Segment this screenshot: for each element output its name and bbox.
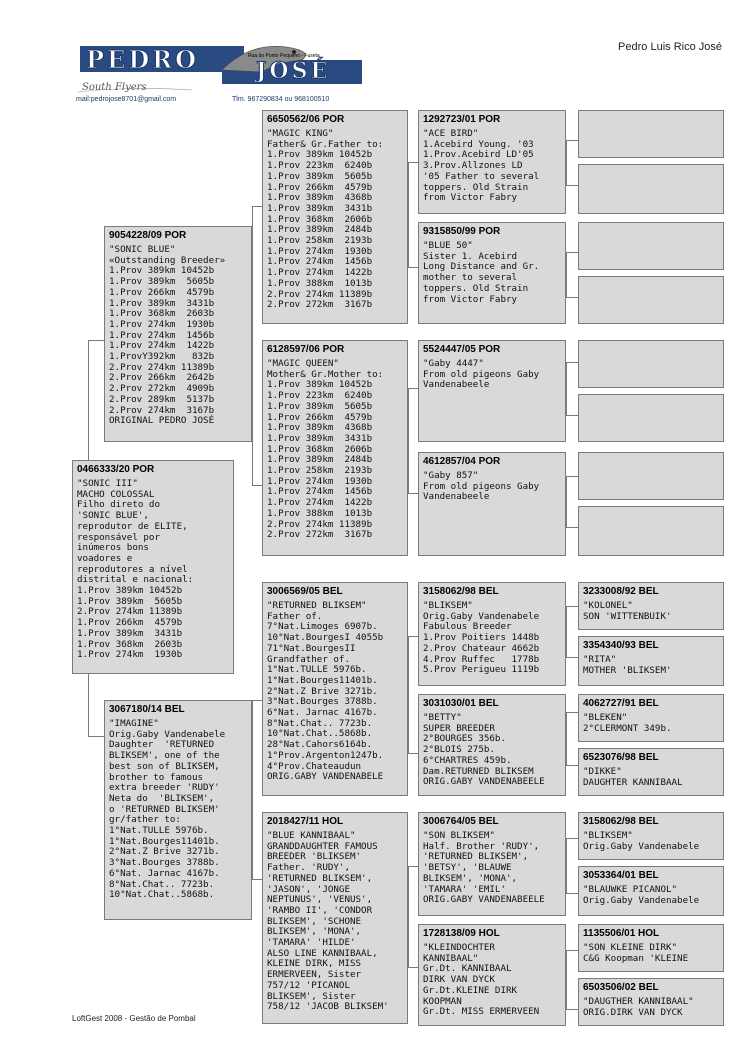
subject-pigeon-card xyxy=(72,460,234,674)
ring-number: 3006569/05 BEL xyxy=(267,586,343,597)
great-grandparent-card xyxy=(418,582,566,686)
connector-line xyxy=(88,340,105,461)
pigeon-details: "SONIC III" MACHO COLOSSAL Filho direto do 'SONIC BLUE', reprodutor de ELITE, responsável por inúmeros bons voadores e reprodutores a nível distrital e nacional: 1.Prov 389km 10452b 1.Prov 389km 5605b 2.Prov 274km 11389b 1.Prov 266km 4579b 1.Prov 389km 3431b 1.Prov 368km 2603b 1.Prov 274km 1930b xyxy=(77,478,194,661)
pigeon-details: "BETTY" SUPER BREEDER 2°BOURGES 356b. 2°BLOIS 275b. 6°CHARTRES 459b. Dam.RETURNED BLIKSEM ORIG.GABY VANDENABEELE xyxy=(423,712,545,788)
pigeon-details: "ACE BIRD" 1.Acebird Young. '03 1.Prov.Acebird LD'05 3.Prov.Allzones LD '05 Father to several toppers. Old Strain from Victor Fabry xyxy=(423,128,540,204)
pigeon-details: "IMAGINE" Orig.Gaby Vandenabele Daughter 'RETURNED BLIKSEM', one of the best son of BLIKSEM, brother to famous extra breeder 'RUDY' Neta do 'BLIKSEM', o 'RETURNED BLIKSEM' gr/father to: 1°Nat.TULLE 5976b. 1°Nat.Bourges11401b. 2°Nat.Z Brive 3271b. 3°Nat.Bourges 3788b. 6°Nat. Jarnac 4167b. 8°Nat.Chat.. 7723b. 10°Nat.Chat..5868b. xyxy=(109,718,226,901)
pigeon-details: "RITA" MOTHER 'BLIKSEM' xyxy=(583,654,672,676)
ring-number: 6503506/02 BEL xyxy=(583,982,659,993)
ring-number: 3006764/05 BEL xyxy=(423,816,499,827)
ring-number: 1292723/01 POR xyxy=(423,114,501,125)
great-grandparent-card xyxy=(418,694,566,796)
pigeon-details: "Gaby 857" From old pigeons Gaby Vandenabeele xyxy=(423,470,540,503)
gen5-card xyxy=(578,866,724,916)
dam-card xyxy=(104,700,252,920)
granddam-paternal-card xyxy=(262,340,408,556)
ring-number: 5524447/05 POR xyxy=(423,344,501,355)
ring-number: 4062727/91 BEL xyxy=(583,698,659,709)
ring-number: 3354340/93 BEL xyxy=(583,640,659,651)
ring-number: 0466333/20 POR xyxy=(77,464,155,475)
ring-number: 6650562/06 POR xyxy=(267,114,345,125)
pigeon-details: "Gaby 4447" From old pigeons Gaby Vandenabeele xyxy=(423,358,540,391)
logo-email: mail:pedrojose8701@gmail.com xyxy=(76,96,177,103)
pigeon-details: "SON KLEINE DIRK" C&G Koopman 'KLEINE xyxy=(583,942,689,964)
great-grandparent-card xyxy=(418,812,566,916)
gen5-card xyxy=(578,636,724,686)
grandsire-maternal-card xyxy=(262,582,408,796)
pigeon-details: "DIKKE" DAUGHTER KANNIBAAL xyxy=(583,766,683,788)
gen5-card-empty xyxy=(578,276,724,324)
gen5-card xyxy=(578,748,724,796)
logo-address: Rua do Ponto Pequeno - Fuseta xyxy=(248,53,320,59)
pigeon-details: "BLEKEN" 2°CLERMONT 349b. xyxy=(583,712,672,734)
gen5-card xyxy=(578,582,724,630)
footer-credit: LoftGest 2008 - Gestão de Pombal xyxy=(72,1014,196,1023)
pigeon-details: "BLIKSEM" Orig.Gaby Vandenabele Fabulous Breeder 1.Prov Poitiers 1448b 2.Prov Chateaur 4662b 4.Prov Ruffec 1778b 5.Prov Perigueu 1119b xyxy=(423,600,540,676)
great-grandparent-card xyxy=(418,110,566,214)
ring-number: 1728138/09 HOL xyxy=(423,928,500,939)
ring-number: 6128597/06 POR xyxy=(267,344,345,355)
ring-number: 9315850/99 POR xyxy=(423,226,501,237)
gen5-card-empty xyxy=(578,340,724,388)
pigeon-details: "SONIC BLUE" «Outstanding Breeder» 1.Prov 389km 10452b 1.Prov 389km 5605b 1.Prov 266km 4579b 1.Prov 389km 3431b 1.Prov 368km 2603b 1.Prov 274km 1930b 1.Prov 274km 1456b 1.Prov 274km 1422b 1.ProvY392km 832b 2.Prov 274km 11389b 2.Prov 266km 2642b 2.Prov 272km 4909b 2.Prov 289km 5137b 2.Prov 274km 3167b ORIGINAL PEDRO JOSÉ xyxy=(109,244,226,427)
ring-number: 6523076/98 BEL xyxy=(583,752,659,763)
gen5-card-empty xyxy=(578,506,724,556)
breeder-logo xyxy=(72,40,372,108)
pigeon-details: "BLAUWKE PICANOL" Orig.Gaby Vandenabele xyxy=(583,884,700,906)
pigeon-details: "BLUE KANNIBAAL" GRANDDAUGHTER FAMOUS BREEDER 'BLIKSEM' Father. 'RUDY', 'RETURNED BLIKSEM', 'JASON', 'JONGE NEPTUNUS', 'VENUS', 'RAMBO II', 'CONDOR BLIKSEM', 'SCHONE BLIKSEM', 'MONA', 'TAMARA' 'HILDE' ALSO LINE KANNIBAAL, KLEINE DIRK, MISS ERMERVEEN, Sister 757/12 'PICANOL BLIKSEM', Sister 758/12 'JACOB BLIKSEM' xyxy=(267,830,389,1013)
pigeon-details: "MAGIC KING" Father& Gr.Father to: 1.Prov 389km 10452b 1.Prov 223km 6240b 1.Prov 389km 5605b 1.Prov 266km 4579b 1.Prov 389km 4368b 1.Prov 389km 3431b 1.Prov 368km 2606b 1.Prov 389km 2484b 1.Prov 258km 2193b 1.Prov 274km 1930b 1.Prov 274km 1456b 1.Prov 274km 1422b 1.Prov 388km 1013b 2.Prov 274km 11389b 2.Prov 272km 3167b xyxy=(267,128,384,311)
gen5-card-empty xyxy=(578,222,724,270)
gen5-card xyxy=(578,978,724,1026)
great-grandparent-card xyxy=(418,222,566,324)
grandsire-paternal-card xyxy=(262,110,408,324)
gen5-card-empty xyxy=(578,164,724,214)
ring-number: 3067180/14 BEL xyxy=(109,704,185,715)
ring-number: 3053364/01 BEL xyxy=(583,870,659,881)
gen5-card-empty xyxy=(578,394,724,442)
gen5-card xyxy=(578,924,724,972)
pigeon-details: "MAGIC QUEEN" Mother& Gr.Mother to: 1.Prov 389km 10452b 1.Prov 223km 6240b 1.Prov 389km 5605b 1.Prov 266km 4579b 1.Prov 389km 4368b 1.Prov 389km 3431b 1.Prov 368km 2606b 1.Prov 389km 2484b 1.Prov 258km 2193b 1.Prov 274km 1930b 1.Prov 274km 1456b 1.Prov 274km 1422b 1.Prov 388km 1013b 2.Prov 274km 11389b 2.Prov 272km 3167b xyxy=(267,358,384,541)
gen5-card xyxy=(578,812,724,860)
pigeon-details: "KLEINDOCHTER KANNIBAAL" Gr.Dt. KANNIBAAL DIRK VAN DYCK Gr.Dt.KLEINE DIRK KOOPMAN Gr.Dt. MISS ERMERVEEN xyxy=(423,942,540,1018)
pigeon-details: "DAUGTHER KANNIBAAL" ORIG.DIRK VAN DYCK xyxy=(583,996,694,1018)
ring-number: 3158062/98 BEL xyxy=(423,586,499,597)
ring-number: 3031030/01 BEL xyxy=(423,698,499,709)
sire-card xyxy=(104,226,252,442)
gen5-card-empty xyxy=(578,452,724,500)
logo-phone: Tlm. 967290834 ou 968100510 xyxy=(232,96,330,103)
pigeon-details: "BLIKSEM" Orig.Gaby Vandenabele xyxy=(583,830,700,852)
ring-number: 9054228/09 POR xyxy=(109,230,187,241)
gen5-card-empty xyxy=(578,110,724,158)
ring-number: 4612857/04 POR xyxy=(423,456,501,467)
ring-number: 1135506/01 HOL xyxy=(583,928,660,939)
pigeon-details: "SON BLIKSEM" Half. Brother 'RUDY', 'RETURNED BLIKSEM', 'BETSY', 'BLAUWE BLIKSEM', 'MONA', 'TAMARA' 'EMIL' ORIG.GABY VANDENABEELE xyxy=(423,830,545,906)
great-grandparent-card xyxy=(418,340,566,442)
ring-number: 2018427/11 HOL xyxy=(267,816,344,827)
logo-word-pedro: PEDRO xyxy=(86,45,200,74)
pigeon-details: "BLUE 50" Sister 1. Acebird Long Distance and Gr. mother to several toppers. Old Strain from Victor Fabry xyxy=(423,240,540,305)
pigeon-details: "KOLONEL" SON 'WITTENBUIK' xyxy=(583,600,672,622)
logo-tagline: South Flyers xyxy=(82,82,147,93)
logo-word-jose: JOSÉ xyxy=(256,58,331,84)
ring-number: 3158062/98 BEL xyxy=(583,816,659,827)
pigeon-details: "RETURNED BLIKSEM" Father of. 7°Nat.Limoges 6907b. 10°Nat.BourgesI 4055b 71°Nat.BourgesII Grandfather of. 1°Nat.TULLE 5976b. 1°Nat.Bourges11401b. 2°Nat.Z Brive 3271b. 3°Nat.Bourges 3788b. 6°Nat. Jarnac 4167b. 8°Nat.Chat.. 7723b. 10°Nat.Chat..5868b. 28°Nat.Cahors6164b. 1°Prov.Argenton1247b. 4°Prov.Chateaudun ORIG.GABY VANDENABELE xyxy=(267,600,384,783)
owner-name: Pedro Luis Rico José xyxy=(618,41,722,53)
great-grandparent-card xyxy=(418,924,566,1026)
granddam-maternal-card xyxy=(262,812,408,1024)
great-grandparent-card xyxy=(418,452,566,556)
ring-number: 3233008/92 BEL xyxy=(583,586,659,597)
gen5-card xyxy=(578,694,724,742)
